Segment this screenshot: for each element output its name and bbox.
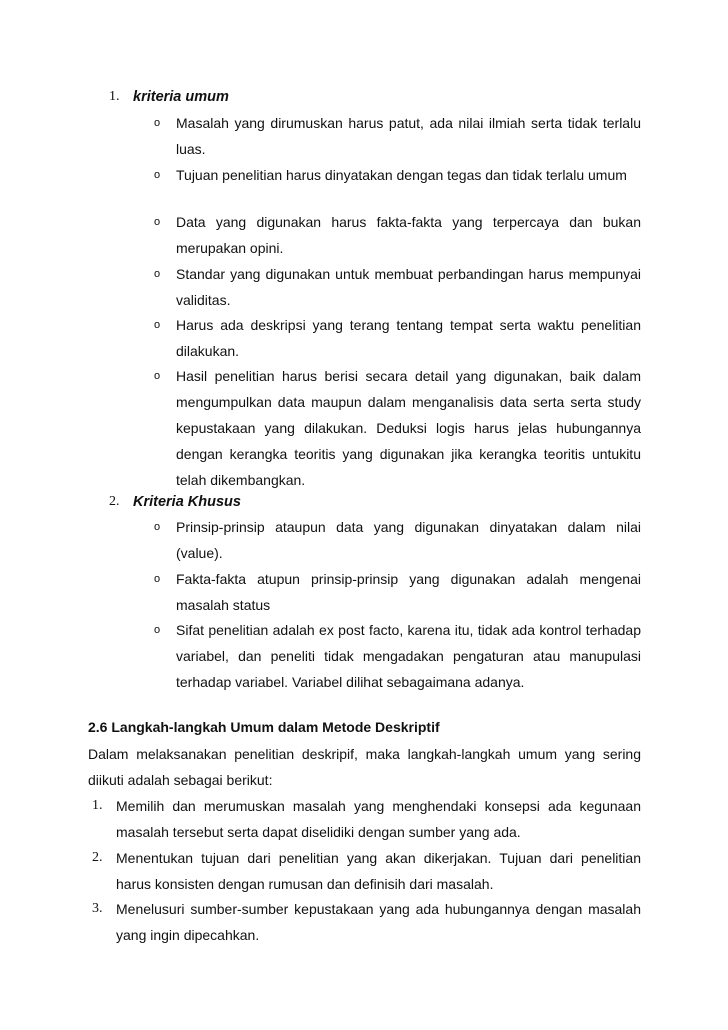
criteria-number: 2.	[109, 494, 120, 509]
list-item: Menentukan tujuan dari penelitian yang akan dikerjakan. Tujuan dari penelitian harus konsisten dengan rumusan dan definisih dari masalah.	[116, 850, 641, 892]
bullet-icon: o	[154, 370, 161, 382]
section-intro: Dalam melaksanakan penelitian deskripif, maka langkah-langkah umum yang sering diikuti adalah sebagai berikut:	[88, 746, 641, 788]
list-item: Data yang digunakan harus fakta-fakta yang terpercaya dan bukan merupakan opini.	[176, 214, 641, 256]
list-item: Fakta-fakta atupun prinsip-prinsip yang digunakan adalah mengenai masalah status	[176, 571, 641, 613]
criteria-number: 1.	[109, 89, 120, 104]
step-number: 3.	[92, 901, 103, 916]
list-item: Harus ada deskripsi yang terang tentang tempat serta waktu penelitian dilakukan.	[176, 317, 641, 359]
list-item: Tujuan penelitian harus dinyatakan dengan tegas dan tidak terlalu umum	[176, 167, 627, 183]
list-item: Masalah yang dirumuskan harus patut, ada nilai ilmiah serta tidak terlalu luas.	[176, 115, 641, 157]
bullet-icon: o	[154, 268, 161, 280]
bullet-icon: o	[154, 319, 161, 331]
list-item: Prinsip-prinsip ataupun data yang digunakan dinyatakan dalam nilai (value).	[176, 519, 641, 561]
bullet-icon: o	[154, 117, 161, 129]
criteria-label: kriteria umum	[133, 89, 229, 105]
list-item: Sifat penelitian adalah ex post facto, karena itu, tidak ada kontrol terhadap variabel, dan peneliti tidak mengadakan pengaturan atau manupulasi terhadap variabel. Variabel dilihat sebagaimana adanya.	[176, 622, 641, 690]
list-item: Standar yang digunakan untuk membuat perbandingan harus mempunyai validitas.	[176, 266, 641, 308]
section-title: 2.6 Langkah-langkah Umum dalam Metode Deskriptif	[88, 719, 440, 735]
bullet-icon: o	[154, 573, 161, 585]
bullet-icon: o	[154, 624, 161, 636]
list-item: Menelusuri sumber-sumber kepustakaan yang ada hubungannya dengan masalah yang ingin dipecahkan.	[116, 901, 641, 943]
bullet-icon: o	[154, 216, 161, 228]
criteria-label: Kriteria Khusus	[133, 494, 241, 510]
list-item: Hasil penelitian harus berisi secara detail yang digunakan, baik dalam mengumpulkan data maupun dalam menganalisis data serta serta study kepustakaan yang dilakukan. Deduksi logis harus jelas hubungannya dengan kerangka teoritis yang digunakan jika kerangka teoritis untukitu telah dikembangkan.	[176, 368, 641, 488]
step-number: 1.	[92, 798, 103, 813]
step-number: 2.	[92, 850, 103, 865]
list-item: Memilih dan merumuskan masalah yang menghendaki konsepsi ada kegunaan masalah tersebut serta dapat diselidiki dengan sumber yang ada.	[116, 798, 641, 840]
bullet-icon: o	[154, 169, 161, 181]
bullet-icon: o	[154, 521, 161, 533]
